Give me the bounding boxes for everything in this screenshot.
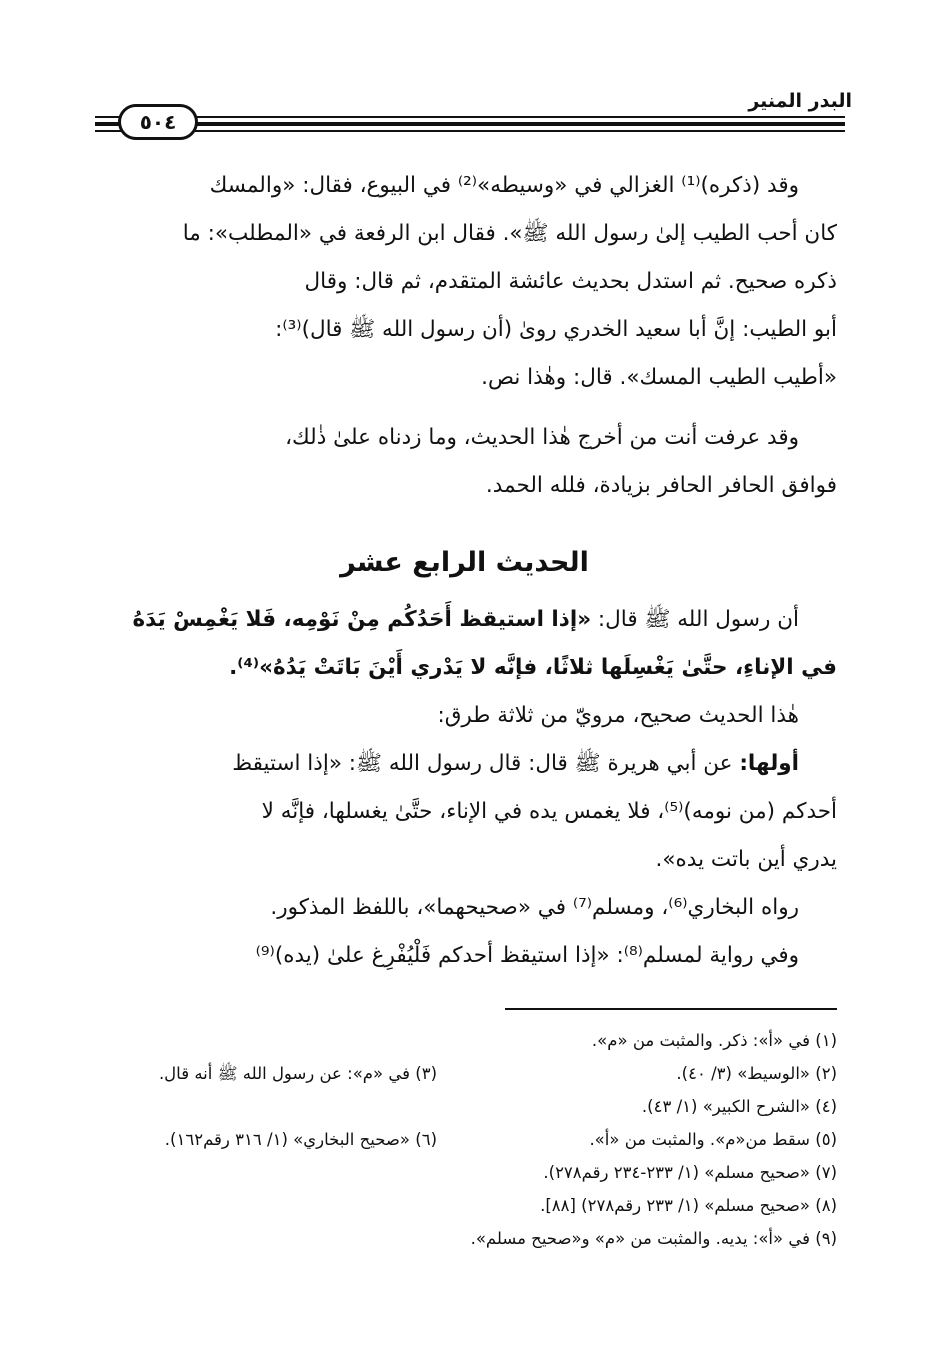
text-line: «أطيب الطيب المسك». قال: وهٰذا نص.	[481, 365, 837, 390]
header-rule-middle	[95, 122, 845, 126]
header-rule-top	[95, 116, 845, 118]
text-line: يدري أين باتت يده».	[655, 847, 837, 872]
hadith-lead: أن رسول الله ﷺ قال:	[591, 607, 799, 632]
footnote-row	[92, 1090, 837, 1123]
hadith-section	[92, 596, 837, 980]
text-line: ذكره صحيح. ثم استدل بحديث عائشة المتقدم، ثم قال: وقال	[304, 269, 837, 294]
hadith-line	[92, 596, 837, 644]
intro-line: هٰذا الحديث صحيح، مرويّ من ثلاثة طرق:	[437, 703, 799, 728]
footnote: (٧) «صحيح مسلم» (١/ ٢٣٣-٢٣٤ رقم٢٧٨).	[543, 1163, 837, 1182]
text-line: وقد (ذكره)⁽¹⁾ الغزالي في «وسيطه»⁽²⁾ في البيوع، فقال: «والمسك	[209, 173, 799, 198]
section-heading: الحديث الرابع عشر	[340, 547, 589, 578]
page-number: ٥٠٤	[139, 110, 177, 134]
text-line: أبو الطيب: إنَّ أبا سعيد الخدري روىٰ (أن رسول الله ﷺ قال)⁽³⁾:	[275, 317, 837, 342]
footnote: (٦) «صحيح البخاري» (١/ ٣١٦ رقم١٦٢).	[164, 1130, 437, 1149]
footnote: (١) في «أ»: ذكر. والمثبت من «م».	[591, 1031, 837, 1050]
footnote-row	[92, 1057, 837, 1090]
footnote	[92, 1222, 437, 1255]
footnote-row	[92, 1123, 837, 1156]
text-line: وقد عرفت أنت من أخرج هٰذا الحديث، وما زدناه علىٰ ذٰلك،	[285, 425, 799, 450]
footnote-row	[92, 1222, 837, 1255]
page-number-badge	[118, 104, 198, 140]
footnote	[92, 1090, 437, 1123]
footnote: (٢) «الوسيط» (٣/ ٤٠).	[676, 1064, 837, 1083]
paragraph-closing	[92, 414, 837, 510]
footnote	[92, 1156, 437, 1189]
text-line: رواه البخاري⁽⁶⁾، ومسلم⁽⁷⁾ في «صحيحهما»، باللفظ المذكور.	[270, 895, 799, 920]
footnote: (٥) سقط من«م». والمثبت من «أ».	[589, 1130, 837, 1149]
footnote-row	[92, 1189, 837, 1222]
hadith-line: في الإناءِ، حتَّىٰ يَغْسِلَها ثلاثًا، فإنَّه لا يَدْري أَيْنَ بَاتَتْ يَدُهُ»⁽⁴⁾.	[229, 655, 837, 680]
footnote	[92, 1189, 437, 1222]
hadith-text: «إذا استيقظ أَحَدُكُم مِنْ نَوْمِه، فَلا يَغْمِسْ يَدَهُ	[132, 607, 592, 632]
first-route-text: عن أبي هريرة ﷺ قال: قال رسول الله ﷺ: «إذا استيقظ	[232, 751, 740, 776]
text-line	[92, 740, 837, 788]
footnote: (٩) في «أ»: يديه. والمثبت من «م» و«صحيح مسلم».	[470, 1229, 837, 1248]
text-line: وفي رواية لمسلم⁽⁸⁾: «إذا استيقظ أحدكم فَلْيُفْرِغ علىٰ (يده)⁽⁹⁾	[255, 943, 799, 968]
text-line: أحدكم (من نومه)⁽⁵⁾، فلا يغمس يده في الإناء، حتَّىٰ يغسلها، فإنَّه لا	[261, 799, 837, 824]
text-line: فوافق الحافر الحافر بزيادة، فلله الحمد.	[485, 473, 837, 498]
header-rule-bottom	[95, 130, 845, 132]
paragraph-wasit	[92, 162, 837, 402]
footnote-row	[92, 1156, 837, 1189]
footnote-row	[92, 1024, 837, 1057]
footnote: (٤) «الشرح الكبير» (١/ ٤٣).	[641, 1097, 837, 1116]
footnote	[92, 1024, 437, 1057]
footnote: (٨) «صحيح مسلم» (١/ ٢٣٣ رقم٢٧٨) [٨٨].	[540, 1196, 837, 1215]
footnote-separator	[505, 1008, 837, 1010]
footnotes	[92, 1024, 837, 1255]
running-title: البدر المنير	[748, 90, 852, 112]
footnote: (٣) في «م»: عن رسول الله ﷺ أنه قال.	[158, 1064, 437, 1083]
first-route-label: أولها:	[739, 751, 799, 776]
text-line: كان أحب الطيب إلىٰ رسول الله ﷺ». فقال ابن الرفعة في «المطلب»: ما	[182, 221, 837, 246]
